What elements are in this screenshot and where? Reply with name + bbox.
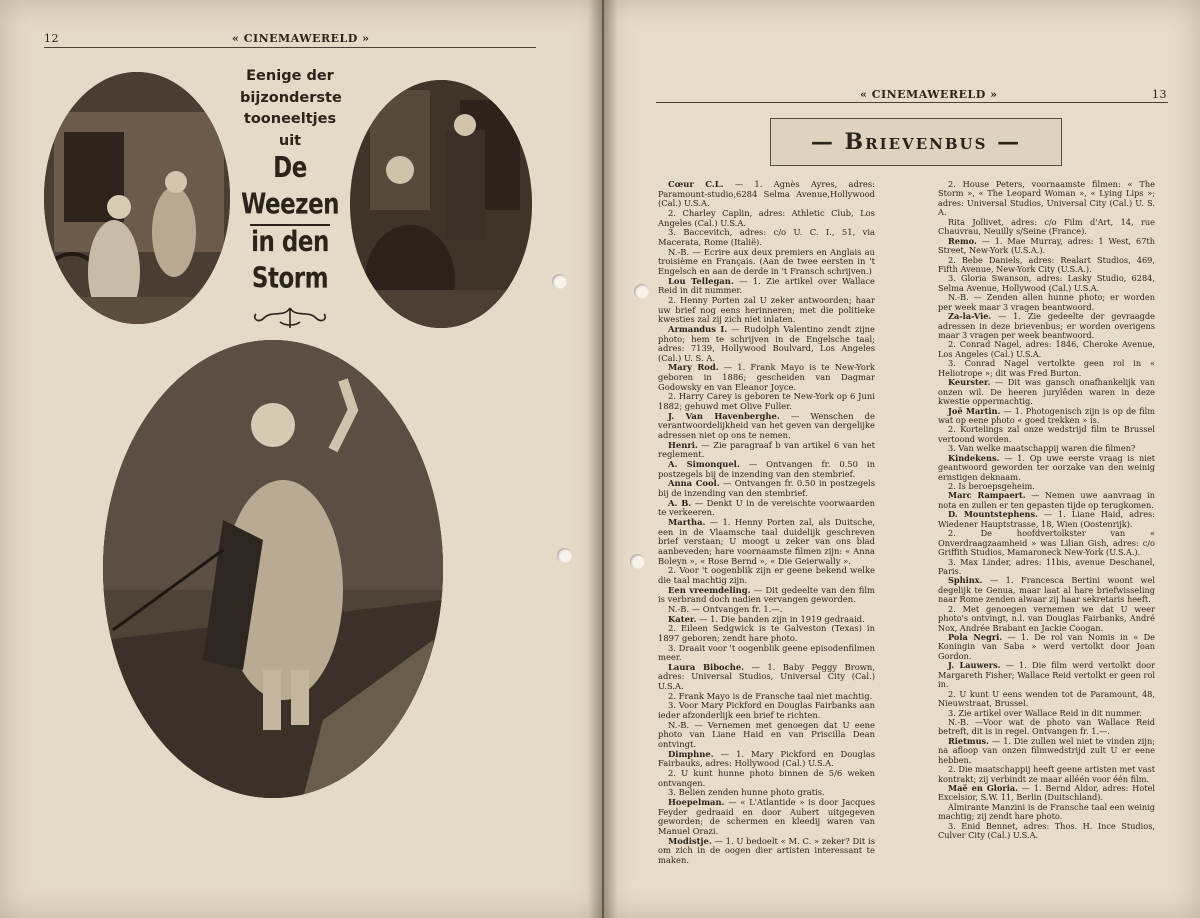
letter-entry bbox=[938, 454, 1155, 482]
letter-reply-text: 3. Baccevitch, adres: c/o U. C. I., 51, via Macerata, Rome (Italië). bbox=[658, 227, 875, 247]
correspondent-name: J. Van Havenberghe. bbox=[668, 410, 780, 421]
letter-reply-text: 3. Voor Mary Pickford en Douglas Fairbanks aan ieder afzonderlijk een brief te richten. bbox=[658, 700, 875, 721]
letter-entry bbox=[938, 558, 1155, 577]
film-title-line-2: in den Storm bbox=[251, 226, 329, 295]
letter-entry bbox=[658, 248, 875, 277]
photo-interior-scene bbox=[350, 80, 532, 328]
letter-reply-text: — 1. Francesca Bertini woont wel degelijk te Genua, maar laat al hare briefwisseling naar Rome zenden alwaar zij haar sekretaris heeft. bbox=[938, 575, 1155, 605]
section-title: — Brievenbus — bbox=[810, 129, 1022, 155]
letter-entry bbox=[938, 491, 1155, 510]
header-rule-left bbox=[44, 47, 536, 48]
correspondent-name: Anna Cool. bbox=[668, 478, 720, 489]
correspondent-name: Lou Tellegan. bbox=[668, 275, 734, 286]
letter-reply-text: N.-B. — Vernemen met genoegen dat U eene photo van Liane Haid en van Priscilla Dean ontvingt. bbox=[658, 719, 875, 750]
letter-reply-text: — Ontvangen fr. 0.50 in postzegels bij de inzending van den stembrief. bbox=[658, 459, 876, 479]
letter-entry bbox=[938, 576, 1155, 604]
ornament-icon bbox=[250, 304, 330, 332]
header-rule-right bbox=[656, 102, 1168, 103]
letter-entry bbox=[938, 633, 1155, 661]
letter-entry bbox=[658, 499, 875, 518]
letter-entry bbox=[658, 479, 875, 498]
letters-column-2 bbox=[938, 180, 1155, 841]
letter-entry bbox=[938, 359, 1155, 378]
letter-reply-text: — 1. Agnès Ayres, adres: Paramount-studio,6284 Selma Avenue,Hollywood (Cal.) U.S.A. bbox=[658, 179, 875, 209]
letter-reply-text: Almirante Manzini is de Fransche taal een weinig machtig; zij zendt hare photo. bbox=[938, 801, 1155, 822]
letter-entry bbox=[938, 605, 1155, 633]
letter-reply-text: — 1. Zie gedeelte der gevraagde adressen in deze brievenbus; er worden overigens maar 3 vragen per week beantwoord. bbox=[938, 311, 1156, 340]
letter-entry bbox=[658, 277, 875, 296]
letter-reply-text: — 1. U bedoelt « M. C. » zeker? Dit is om zich in de oogen dier artisten interessant te maken. bbox=[658, 835, 875, 865]
correspondent-name: Een vreemdeling. bbox=[668, 584, 751, 595]
title-line-2: bijzonderste bbox=[240, 89, 342, 106]
letter-entry bbox=[938, 737, 1155, 765]
letter-reply-text: 2. Die maatschappij heeft geene artisten met vast kontrakt; zij verbindt ze maar alléén voor één film. bbox=[938, 764, 1156, 784]
letter-reply-text: Rita Jollivet, adres: c/o Film d'Art, 14, rue Chauvrau, Neuilly s/Seine (France). bbox=[938, 216, 1155, 237]
letter-entry bbox=[938, 218, 1155, 237]
correspondent-name: Mary Rod. bbox=[668, 362, 719, 373]
letter-reply-text: — 1. Frank Mayo is te New-York geboren in 1886; gescheiden van Dagmar Godowsky en van Eleanor Joyce. bbox=[658, 362, 875, 392]
running-head-left: « CINEMAWERELD » bbox=[232, 32, 370, 45]
letter-reply-text: — 1. Bernd Aldor, adres: Hotel Excelsior, S.W. 11, Berlin (Duitschland). bbox=[938, 783, 1155, 803]
letter-entry bbox=[658, 644, 875, 663]
correspondent-name: Modistje. bbox=[668, 835, 712, 846]
letter-entry bbox=[938, 529, 1155, 557]
letter-reply-text: — 1. Henny Porten zal, als Duitsche, een in de Vlaamsche taal duidelijk geschreven brief verstaan; U moogt u zeker van ons blad aanbeveden; hare voornaamste filmen zijn: « Anna Boleyn », « Rose Bernd », « Die Geierwally ». bbox=[658, 516, 875, 566]
letter-reply-text: N.-B. — Ontvangen fr. 1.—. bbox=[668, 603, 783, 614]
film-title-line-1: De Weezen bbox=[240, 152, 340, 221]
letter-entry bbox=[658, 325, 875, 364]
letter-reply-text: 2. Harry Carey is geboren te New-York op 6 Juni 1882; gehuwd met Olive Fuller. bbox=[658, 391, 875, 412]
letter-entry bbox=[658, 750, 875, 769]
letter-reply-text: — 1. Baby Peggy Brown, adres: Universal Studios, Universal City (Cal.) U.S.A. bbox=[658, 661, 875, 692]
letter-reply-text: 2. Met genoegen vernemen we dat U weer photo's ontvingt, n.l. van Douglas Fairbanks, André Nox, Andrée Brabant en Jackie Coogan. bbox=[938, 603, 1155, 633]
page-number-left: 12 bbox=[44, 32, 59, 45]
letter-entry bbox=[938, 312, 1155, 340]
letter-entry bbox=[938, 407, 1155, 426]
punch-hole bbox=[557, 548, 572, 563]
letter-entry bbox=[658, 769, 875, 788]
correspondent-name: Kater. bbox=[668, 613, 697, 624]
letter-reply-text: — Wenschen de verantwoordelijkheid van het geven van dergelijke adressen niet op ons te nemen. bbox=[658, 410, 875, 441]
page-number-right: 13 bbox=[1152, 88, 1167, 101]
letter-reply-text: N.-B. — Ecrire aux deux premiers en Anglais au troisième en Français. (Aan de twee eersten in 't Engelsch en aan de derde in 't Fransch schrijven.) bbox=[658, 246, 875, 276]
letter-reply-text: — 1. Zie artikel over Wallace Reid in dit nummer. bbox=[658, 275, 876, 296]
correspondent-name: A. Simonquel. bbox=[668, 459, 740, 470]
correspondent-name: Maë en Gloria. bbox=[948, 783, 1018, 793]
letter-reply-text: — 1. De rol van Nomis in « De Koningin van Saba » werd vertolkt door Joan Gordon. bbox=[938, 632, 1155, 661]
gutter-shadow-right bbox=[604, 0, 618, 918]
letter-entry bbox=[658, 518, 875, 566]
correspondent-name: Marc Rampaert. bbox=[948, 490, 1026, 501]
letter-entry bbox=[938, 718, 1155, 737]
correspondent-name: Rietmus. bbox=[948, 735, 989, 746]
section-title-box bbox=[770, 118, 1062, 166]
letter-entry bbox=[938, 803, 1155, 822]
correspondent-name: Kindekens. bbox=[948, 452, 1000, 463]
correspondent-name: Keurster. bbox=[948, 377, 991, 388]
letter-reply-text: 2. Charley Caplin, adres: Athletic Club, Los Angeles (Cal.) U.S.A. bbox=[658, 207, 875, 228]
letters-column-1 bbox=[658, 180, 875, 866]
photo-carriage-scene bbox=[44, 72, 230, 324]
correspondent-name: A. B. bbox=[668, 497, 692, 508]
letter-reply-text: — 1. Mae Murray, adres: 1 West, 67th Street, New-York (U.S.A.). bbox=[938, 235, 1155, 256]
correspondent-name: Za-la-Vie. bbox=[948, 311, 992, 322]
correspondent-name: Henri. bbox=[668, 439, 698, 450]
letter-entry bbox=[658, 566, 875, 585]
right-page bbox=[604, 0, 1200, 918]
letter-reply-text: 2. Conrad Nagel, adres: 1846, Cheroke Avenue, Los Angeles (Cal.) U.S.A. bbox=[938, 339, 1155, 359]
letter-entry bbox=[658, 363, 875, 392]
letter-entry bbox=[938, 661, 1155, 689]
letter-entry bbox=[938, 256, 1155, 275]
letter-entry bbox=[938, 425, 1155, 444]
letter-entry bbox=[938, 274, 1155, 293]
letter-reply-text: — Ontvangen fr. 0.50 in postzegels bij de inzending van den stembrief. bbox=[658, 478, 875, 498]
correspondent-name: Dimphne. bbox=[668, 748, 714, 759]
letter-entry bbox=[938, 180, 1155, 218]
letter-reply-text: — 1. Die zullen wel niet te vinden zijn; na afloop van onzen filmwedstrijd zult U er eene hebben. bbox=[938, 735, 1155, 765]
letter-reply-text: — 1. Liane Haid, adres: Wiedener Hauptstrasse, 18, Wien (Oostenrijk). bbox=[938, 509, 1155, 529]
letter-reply-text: 3. Van welke maatschappij waren die filmen? bbox=[948, 443, 1136, 454]
letter-reply-text: 3. Enid Bennet, adres: Thos. H. Ince Studios, Culver City (Cal.) U.S.A. bbox=[938, 820, 1155, 841]
letter-reply-text: — Rudolph Valentino zendt zijne photo; hem te schrijven in de Engelsche taal; adres: 7139, Hollywood Boulvard, Los Angeles (Cal.) U. S. A. bbox=[658, 323, 875, 363]
letter-reply-text: 2. U kunt hunne photo binnen de 5/6 weken ontvangen. bbox=[658, 768, 875, 788]
letter-entry bbox=[658, 180, 875, 209]
correspondent-name: Laura Biboche. bbox=[668, 661, 745, 672]
letter-entry bbox=[938, 237, 1155, 256]
correspondent-name: Armandus I. bbox=[668, 323, 728, 334]
letter-entry bbox=[938, 340, 1155, 359]
letter-reply-text: 2. House Peters, voornaamste filmen: « The Storm », « The Leopard Woman », « Lying Lips »; adres: Universal Studios, Universal City (Cal.) U. S. A. bbox=[938, 179, 1155, 218]
correspondent-name: J. Lauwers. bbox=[948, 660, 1001, 671]
letter-entry bbox=[658, 721, 875, 750]
letter-reply-text: 3. Max Linder, adres: 11bis, avenue Deschanel, Paris. bbox=[938, 556, 1155, 576]
letter-reply-text: 2. Kortelings zal onze wedstrijd film te Brussel vertoond worden. bbox=[938, 424, 1155, 444]
correspondent-name: Pola Negri. bbox=[948, 632, 1003, 642]
letter-entry bbox=[938, 765, 1155, 784]
letter-entry bbox=[658, 624, 875, 643]
letter-entry bbox=[658, 837, 875, 866]
letter-reply-text: — « L'Atlantide » is door Jacques Feyder gedraaid en door Aubert uitgegeven geworden; de schermen en kleedij waren van Manuel Orazi. bbox=[658, 797, 875, 836]
letter-reply-text: 3. Draait voor 't oogenblik geene episodenfilmen meer. bbox=[658, 642, 876, 663]
letter-reply-text: — Nemen uwe aanvraag in nota en zullen er ten gepasten tijde op terugkomen. bbox=[938, 490, 1155, 510]
running-head-right: « CINEMAWERELD » bbox=[860, 88, 998, 101]
letter-entry bbox=[658, 701, 875, 720]
letter-entry bbox=[658, 460, 875, 479]
letter-entry bbox=[658, 412, 875, 441]
letter-reply-text: — Denkt U in de vereischte voorwaarden te verkeeren. bbox=[658, 497, 875, 518]
letter-reply-text: — 1. Die banden zijn in 1919 gedraaid. bbox=[699, 613, 865, 624]
letter-entry bbox=[658, 392, 875, 411]
letter-reply-text: — 1. Mary Pickford en Douglas Fairbauks, adres: Hollywood (Cal.) U.S.A. bbox=[658, 748, 875, 769]
letter-reply-text: 2. Frank Mayo is de Fransche taal niet machtig. bbox=[668, 690, 873, 701]
letter-reply-text: — 1. Photogenisch zijn is op de film wat op eene photo « goed trekken » is. bbox=[938, 405, 1155, 425]
correspondent-name: Martha. bbox=[668, 516, 706, 527]
punch-hole bbox=[634, 284, 649, 299]
letter-reply-text: — 1. Die film werd vertolkt door Margareth Fisher; Wallace Reid vertolkt er geen rol in. bbox=[938, 660, 1156, 690]
letter-entry bbox=[938, 784, 1155, 803]
title-line-4: uit bbox=[278, 132, 302, 149]
letter-entry bbox=[658, 209, 875, 228]
letter-reply-text: 2. Voor 't oogenblik zijn er geene bekend welke die taal machtig zijn. bbox=[658, 565, 875, 585]
correspondent-name: Hoepelman. bbox=[668, 797, 725, 807]
letter-entry bbox=[938, 690, 1155, 709]
letter-reply-text: 3. Belien zenden hunne photo gratis. bbox=[668, 787, 825, 798]
letter-reply-text: — Dit was gansch onafhankelijk van onzen wil. De heeren jurylêden waren in deze kwestie oppermachtig. bbox=[938, 377, 1155, 407]
letter-reply-text: 2. Eileen Sedgwick is te Galveston (Texas) in 1897 geboren; zendt hare photo. bbox=[658, 623, 875, 643]
letter-entry bbox=[938, 378, 1155, 406]
letter-entry bbox=[658, 663, 875, 692]
letter-entry bbox=[658, 441, 875, 460]
feature-title-block bbox=[240, 66, 340, 336]
letter-entry bbox=[938, 510, 1155, 529]
letter-reply-text: 3. Zie artikel over Wallace Reid in dit nummer. bbox=[948, 707, 1142, 718]
letter-reply-text: N.-B. — Zenden allen hunne photo; er worden per week maar 3 vragen beantwoord. bbox=[938, 292, 1155, 312]
letter-entry bbox=[658, 296, 875, 325]
letter-reply-text: 2. Is beroepsgeheim. bbox=[948, 481, 1035, 491]
letter-reply-text: — Zie paragraaf b van artikel 6 van het reglement. bbox=[658, 439, 875, 460]
letter-reply-text: — Dit gedeelte van den film is verbrand doch nadien vervangen geworden. bbox=[658, 584, 875, 605]
letter-entry bbox=[938, 822, 1155, 841]
correspondent-name: D. Mountstephens. bbox=[948, 509, 1038, 520]
letter-reply-text: 2. Bebe Daniels, adres: Realart Studios, 469, Fifth Avenue, New-York City (U.S.A.). bbox=[938, 254, 1155, 274]
letter-reply-text: 3. Gloria Swanson, adres: Lasky Studio, 6284, Selma Avenue, Hollywood (Cal.) U.S.A. bbox=[938, 273, 1155, 293]
letter-reply-text: 2. U kunt U eens wenden tot de Paramount, 48, Nieuwstraat, Brussel. bbox=[938, 688, 1155, 709]
correspondent-name: Sphinx. bbox=[948, 575, 983, 586]
punch-hole bbox=[552, 274, 567, 289]
title-line-3: tooneeltjes bbox=[243, 111, 337, 127]
correspondent-name: Joë Martin. bbox=[948, 405, 1001, 416]
correspondent-name: Cœur C.L. bbox=[668, 179, 724, 189]
letter-entry bbox=[658, 798, 875, 837]
title-line-1: Eenige der bbox=[246, 68, 334, 84]
letter-reply-text: — 1. Op uwe eerste vraag is niet geantwoord geworden ter oorzake van den weinig ernstigen deknaam. bbox=[938, 452, 1155, 482]
letter-reply-text: 2. Henny Porten zal U zeker antwoorden; haar uw brief nog eens herinneren; met die politieke kwesties zal zij zich niet inlaten. bbox=[658, 294, 875, 325]
letter-reply-text: N.-B. —Voor wat de photo van Wallace Reid betreft, dit is in regel. Ontvangen fr. 1.—. bbox=[938, 716, 1155, 737]
punch-hole bbox=[630, 554, 645, 569]
correspondent-name: Remo. bbox=[948, 235, 977, 246]
letter-entry bbox=[658, 228, 875, 247]
photo-swordsman-scene bbox=[103, 340, 443, 798]
gutter-shadow-left bbox=[588, 0, 602, 918]
letter-entry bbox=[658, 586, 875, 605]
letter-entry bbox=[938, 293, 1155, 312]
letter-reply-text: 3. Conrad Nagel vertolkte geen rol in « Heliotrope »; dit was Fred Burton. bbox=[938, 358, 1155, 378]
letter-reply-text: 2. De hoofdvertolkster van « Onverdraagzaamheid » was Lilian Gish, adres: c/o Griffith Studios, Mamaroneck New-York (U.S.A.). bbox=[938, 528, 1155, 558]
